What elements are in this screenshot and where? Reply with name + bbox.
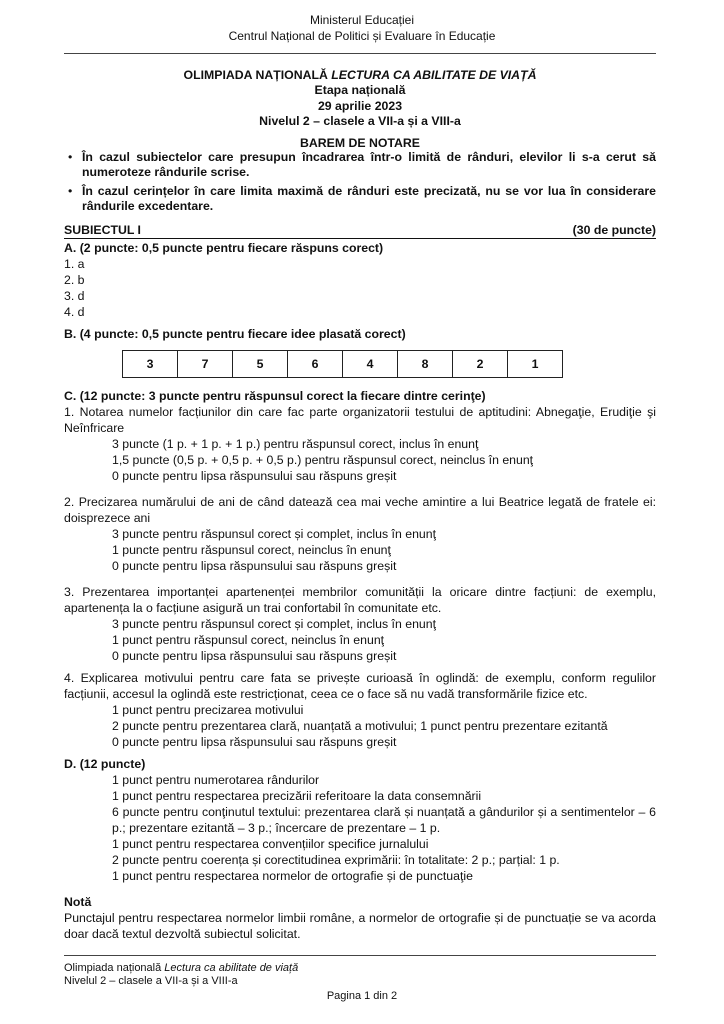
section-a-heading: A. (2 puncte: 0,5 puncte pentru fiecare răspuns corect): [64, 240, 384, 255]
bullet-icon: •: [68, 150, 73, 164]
scoring-line: 1,5 puncte (0,5 p. + 0,5 p. + 0,5 p.) pentru răspunsul corect, neinclus în enunţ: [112, 452, 534, 467]
scoring-line: 0 puncte pentru lipsa răspunsului sau răspuns greșit: [112, 734, 397, 749]
main-content: [64, 150, 656, 942]
item-text: 3. Prezentarea importanței apartenenței membrilor comunității la oricare dintre facțiuni: de exemplu, apartenența la o facțiune asigură un trai confortabil în comunitate etc.: [64, 584, 656, 615]
scoring-line: 6 puncte pentru conţinutul textului: prezentarea clară și nuanțată a gândurilor și a sentimentelor – 6 p.; prezentare ezitantă – 3 p.; încercare de prezentare – 1 p.: [112, 804, 656, 835]
footer-olympiad-name: Lectura ca abilitate de viață: [164, 962, 299, 974]
footer-level: Nivelul 2 – clasele a VII-a și a VIII-a: [64, 975, 238, 987]
level-label: Nivelul 2 – clasele a VII-a și a VIII-a: [259, 114, 461, 129]
section-b-table: [122, 350, 563, 378]
section-c-item: [64, 670, 656, 750]
table-cell: 2: [453, 350, 508, 377]
page-number: Pagina 1 din 2: [326, 990, 398, 1002]
footer-prefix: Olimpiada națională: [64, 962, 165, 974]
note-text: Punctajul pentru respectarea normelor limbii române, a normelor de ortografie și de punctuație se va acorda doar dacă textul dezvoltă subiectul solicitat.: [64, 910, 656, 941]
subject-title: SUBIECTUL I: [64, 222, 141, 237]
footer-olympiad: [64, 962, 298, 975]
answer-item: 1. a: [64, 256, 85, 271]
section-a-answers: [64, 256, 656, 320]
scoring-line: 1 puncte pentru răspunsul corect, neinclus în enunţ: [112, 542, 391, 557]
section-b-heading: B. (4 puncte: 0,5 puncte pentru fiecare idee plasată corect): [64, 326, 406, 341]
table-cell: 3: [123, 350, 178, 377]
item-text: 2. Precizarea numărului de ani de când datează cea mai veche amintire a lui Beatrice legată de fratele ei: doisprezece ani: [64, 494, 656, 525]
olympiad-name: LECTURA CA ABILITATE DE VIAȚĂ: [331, 68, 537, 82]
table-cell: 5: [233, 350, 288, 377]
section-c-heading: C. (12 puncte: 3 puncte pentru răspunsul corect la fiecare dintre cerinţe): [64, 388, 486, 403]
item-text: 4. Explicarea motivului pentru care fata se privește curioasă în oglindă: de exemplu, conform regulilor facțiunii, accesul la oglindă este restricționat, ceea ce o face să nu vadă transformările fizice etc.: [64, 670, 656, 701]
section-d-heading: D. (12 puncte): [64, 756, 146, 771]
footer-divider: [64, 955, 656, 956]
exam-date: 29 aprilie 2023: [317, 98, 403, 113]
answer-item: 4. d: [64, 304, 85, 319]
note-title: Notă: [64, 894, 92, 909]
title-block: [64, 68, 656, 151]
bullet-icon: •: [68, 183, 73, 198]
ministry-name: Ministerul Educației: [309, 13, 415, 27]
scoring-line: 2 puncte pentru prezentarea clară, nuanțată a motivului; 1 punct pentru prezentare ezitantă: [112, 718, 608, 733]
page-header: [0, 12, 724, 44]
barem-title: BAREM DE NOTARE: [299, 135, 420, 150]
table-cell: 8: [398, 350, 453, 377]
section-c-item: [64, 404, 656, 484]
scoring-line: 1 punct pentru respectarea precizării referitoare la data consemnării: [112, 788, 482, 803]
scoring-line: 1 punct pentru respectarea normelor de ortografie și de punctuaţie: [112, 868, 473, 883]
answer-item: 2. b: [64, 272, 85, 287]
table-cell: 4: [343, 350, 398, 377]
scoring-line: 1 punct pentru răspunsul corect, neinclus în enunţ: [112, 632, 385, 647]
table-cell: 6: [288, 350, 343, 377]
scoring-line: 3 puncte pentru răspunsul corect și complet, inclus în enunţ: [112, 526, 437, 541]
scoring-line: 1 punct pentru precizarea motivului: [112, 702, 304, 717]
answer-item: 3. d: [64, 288, 85, 303]
instruction-item: [64, 150, 656, 181]
instruction-text: În cazul subiectelor care presupun încadrarea într-o limită de rânduri, elevilor li s-a cerut să numeroteze rândurile scrise.: [82, 150, 656, 180]
table-cell: 1: [508, 350, 563, 377]
instruction-item: [64, 184, 656, 215]
stage-label: Etapa națională: [314, 83, 406, 98]
subject-heading: [64, 223, 656, 239]
scoring-line: 3 puncte (1 p. + 1 p. + 1 p.) pentru răspunsul corect, inclus în enunţ: [112, 436, 479, 451]
section-d-lines: [64, 772, 656, 884]
subject-points: (30 de puncte): [572, 222, 656, 237]
scoring-line: 0 puncte pentru lipsa răspunsului sau răspuns greșit: [112, 468, 397, 483]
olympiad-title: [64, 68, 656, 83]
center-name: Centrul Național de Politici și Evaluare în Educație: [228, 29, 496, 43]
instructions-list: [64, 150, 656, 215]
item-text: 1. Notarea numelor facțiunilor din care fac parte organizatorii testului de aptitudini: Abnegaţie, Erudiţie şi Neînfricare: [64, 404, 656, 435]
table-cell: 7: [178, 350, 233, 377]
scoring-line: 1 punct pentru respectarea convențiilor specifice jurnalului: [112, 836, 429, 851]
instruction-text: În cazul cerințelor în care limita maximă de rânduri este precizată, nu se vor lua în considerare rândurile excedentare.: [82, 183, 656, 214]
page-footer: [64, 962, 298, 988]
scoring-line: 0 puncte pentru lipsa răspunsului sau răspuns greșit: [112, 648, 397, 663]
olympiad-prefix: OLIMPIADA NAȚIONALĂ: [183, 68, 332, 82]
table-row: [123, 350, 563, 377]
scoring-line: 2 puncte pentru coerența și corectitudinea exprimării: în totalitate: 2 p.; parțial: 1 p.: [112, 852, 560, 867]
scoring-line: 0 puncte pentru lipsa răspunsului sau răspuns greșit: [112, 558, 397, 573]
section-c-item: [64, 584, 656, 664]
section-c-item: [64, 494, 656, 574]
header-divider: [64, 53, 656, 54]
scoring-line: 3 puncte pentru răspunsul corect și complet, inclus în enunţ: [112, 616, 437, 631]
scoring-line: 1 punct pentru numerotarea rândurilor: [112, 772, 320, 787]
